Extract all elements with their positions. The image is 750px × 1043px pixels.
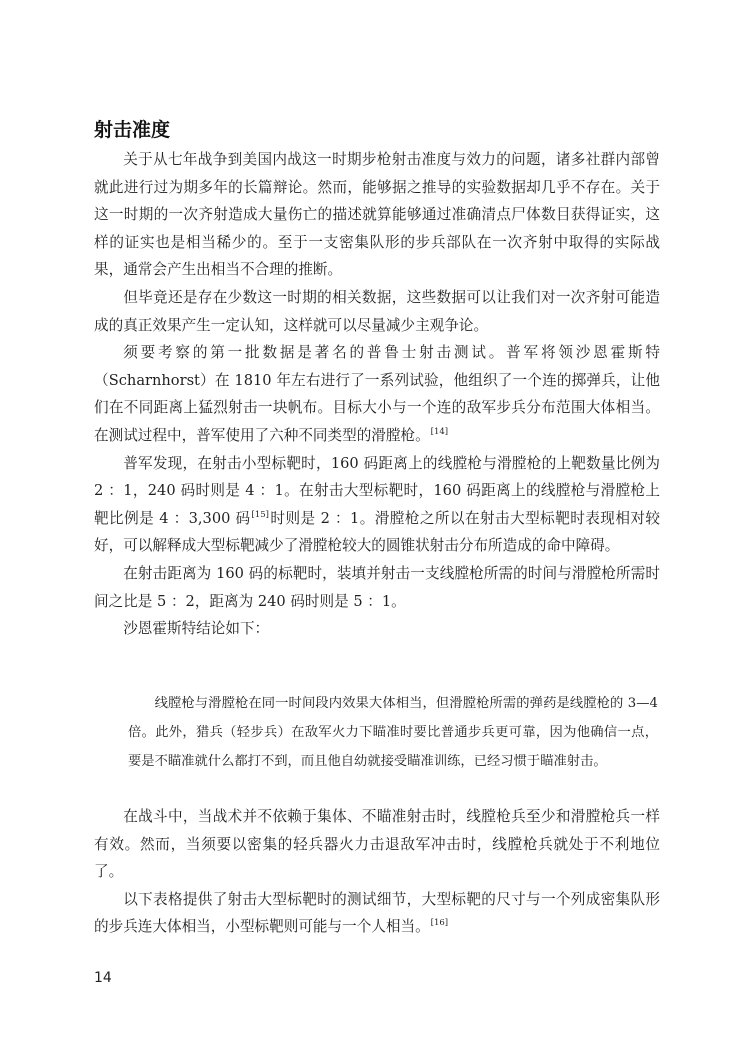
footnote-ref-15[interactable]: [15] [251, 509, 269, 520]
body-text-upper [94, 146, 660, 643]
paragraph-6: 沙恩霍斯特结论如下： [123, 620, 270, 638]
paragraph-8 [94, 886, 660, 941]
body-text-lower [94, 803, 660, 941]
footnote-ref-16[interactable]: [16] [430, 918, 449, 929]
paragraph-1: 关于从七年战争到美国内战这一时期步枪射击准度与效力的问题，诸多社群内部曾就此进行过为期多年的长篇辩论。然而，能够据之推导的实验数据却几乎不存在。关于这一时期的一次齐射造成大量伤亡的描述就算能够通过准确清点尸体数目获得证实，这样的证实也是相当稀少的。至于一支密集队形的步兵部队在一次齐射中取得的实际战果，通常会产生出相当不合理的推断。 [94, 151, 660, 279]
paragraph-4-text-b: 时则是 2 ：1。滑膛枪之所以在射击大型标靶时表现相对较好，可以解释成大型标靶减少了滑膛枪较大的圆锥状射击分布所造成的命中障碍。 [94, 509, 661, 555]
paragraph-7: 在战斗中，当战术并不依赖于集体、不瞄准射击时，线膛枪兵至少和滑膛枪兵一样有效。然而，当须要以密集的轻兵器火力击退敌军冲击时，线膛枪兵就处于不利地位了。 [94, 808, 660, 881]
footnote-ref-14[interactable]: [14] [430, 426, 449, 437]
paragraph-8-text: 以下表格提供了射击大型标靶时的测试细节，大型标靶的尺寸与一个列成密集队形的步兵连大体相当，小型标靶则可能与一个人相当。 [94, 890, 660, 936]
quote-text: 线膛枪与滑膛枪在同一时间段内效果大体相当，但滑膛枪所需的弹药是线膛枪的 3—4 倍。此外，猎兵（轻步兵）在敌军火力下瞄准时要比普通步兵更可靠，因为他确信一点，要是不瞄准就什么都打不到，而且他自幼就接受瞄准训练，已经习惯于瞄准射击。 [128, 696, 658, 769]
section-heading: 射击准度 [94, 119, 171, 141]
block-quote [128, 689, 658, 776]
paragraph-5: 在射击距离为 160 码的标靶时，装填并射击一支线膛枪所需的时间与滑膛枪所需时间之比是 5 ：2，距离为 240 码时则是 5 ：1。 [94, 564, 660, 610]
paragraph-4-text-a: 普军发现，在射击小型标靶时，160 码距离上的线膛枪与滑膛枪的上靶数量比例为 2 ：1，240 码时则是 4 ：1。在射击大型标靶时，160 码距离上的线膛枪与滑膛枪上靶比例是 4 ：3,300 码 [94, 454, 660, 527]
paragraph-3-text: 须要考察的第一批数据是著名的普鲁士射击测试。普军将领沙恩霍斯特（Scharnhorst）在 1810 年左右进行了一系列试验，他组织了一个连的掷弹兵，让他们在不同距离上猛烈射击一块帆布。目标大小与一个连的敌军步兵分布范围大体相当。在测试过程中，普军使用了六种不同类型的滑膛枪。 [94, 344, 660, 444]
page-number: 14 [94, 970, 112, 986]
paragraph-2: 但毕竟还是存在少数这一时期的相关数据，这些数据可以让我们对一次齐射可能造成的真正效果产生一定认知，这样就可以尽量减少主观争论。 [94, 288, 660, 334]
paragraph-4 [94, 450, 660, 560]
paragraph-3 [94, 339, 660, 449]
